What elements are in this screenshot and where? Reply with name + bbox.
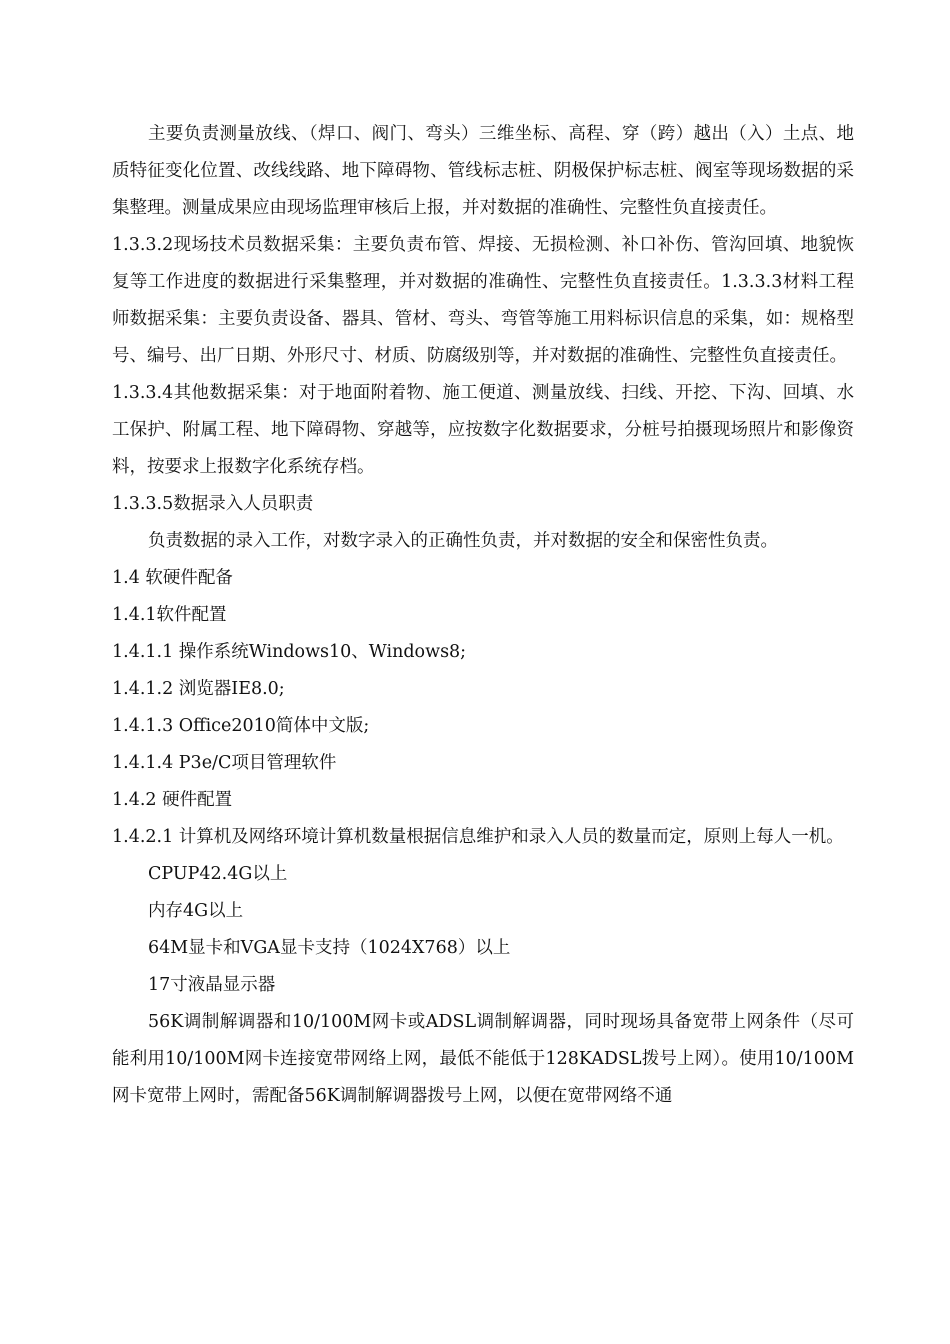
heading-hardware-config: 1.4.2 硬件配置 [112,790,233,810]
spec-cpu: CPUP42.4G以上 [148,864,288,884]
heading-data-entry-duties: 1.3.3.5数据录入人员职责 [112,494,314,514]
paragraph-data-entry-duties: 负责数据的录入工作，对数字录入的正确性负责，并对数据的安全和保密性负责。 [148,531,778,551]
paragraph-survey-duties: 主要负责测量放线、（焊口、阀门、弯头）三维坐标、高程、穿（跨）越出（入）土点、地质特征变化位置、改线线路、地下障碍物、管线标志桩、阴极保护标志桩、阀室等现场数据的采集整理。测量成果应由现场监理审核后上报，并对数据的准确性、完整性负直接责任。 [112,124,854,218]
heading-software-hardware: 1.4 软硬件配备 [112,568,233,588]
list-item-browser: 1.4.1.2 浏览器IE8.0; [112,679,285,699]
list-item-os: 1.4.1.1 操作系统Windows10、Windows8; [112,642,467,662]
spec-memory: 内存4G以上 [148,901,244,921]
heading-software-config: 1.4.1软件配置 [112,605,227,625]
list-item-office: 1.4.1.3 Office2010简体中文版; [112,716,370,736]
list-item-p3e: 1.4.1.4 P3e/C项目管理软件 [112,753,337,773]
spec-display: 17寸液晶显示器 [148,975,276,995]
paragraph-other-data-collection: 1.3.3.4其他数据采集：对于地面附着物、施工便道、测量放线、扫线、开挖、下沟、回填、水工保护、附属工程、地下障碍物、穿越等，应按数字化数据要求，分桩号拍摄现场照片和影像资料，按要求上报数字化系统存档。 [112,383,854,477]
paragraph-technician-material-collection: 1.3.3.2现场技术员数据采集：主要负责布管、焊接、无损检测、补口补伤、管沟回填、地貌恢复等工作进度的数据进行采集整理，并对数据的准确性、完整性负直接责任。1.3.3.3材料工程师数据采集：主要负责设备、器具、管材、弯头、弯管等施工用料标识信息的采集，如：规格型号、编号、出厂日期、外形尺寸、材质、防腐级别等，并对数据的准确性、完整性负直接责任。 [112,235,854,366]
list-item-computer-network: 1.4.2.1 计算机及网络环境计算机数量根据信息维护和录入人员的数量而定，原则上每人一机。 [112,827,844,847]
spec-graphics: 64M显卡和VGA显卡支持（1024X768）以上 [148,938,511,958]
paragraph-network-modem: 56K调制解调器和10/100M网卡或ADSL调制解调器，同时现场具备宽带上网条件（尽可能利用10/100M网卡连接宽带网络上网，最低不能低于128KADSL拨号上网）。使用10/100M网卡宽带上网时，需配备56K调制解调器拨号上网，以便在宽带网络不通 [112,1012,854,1106]
